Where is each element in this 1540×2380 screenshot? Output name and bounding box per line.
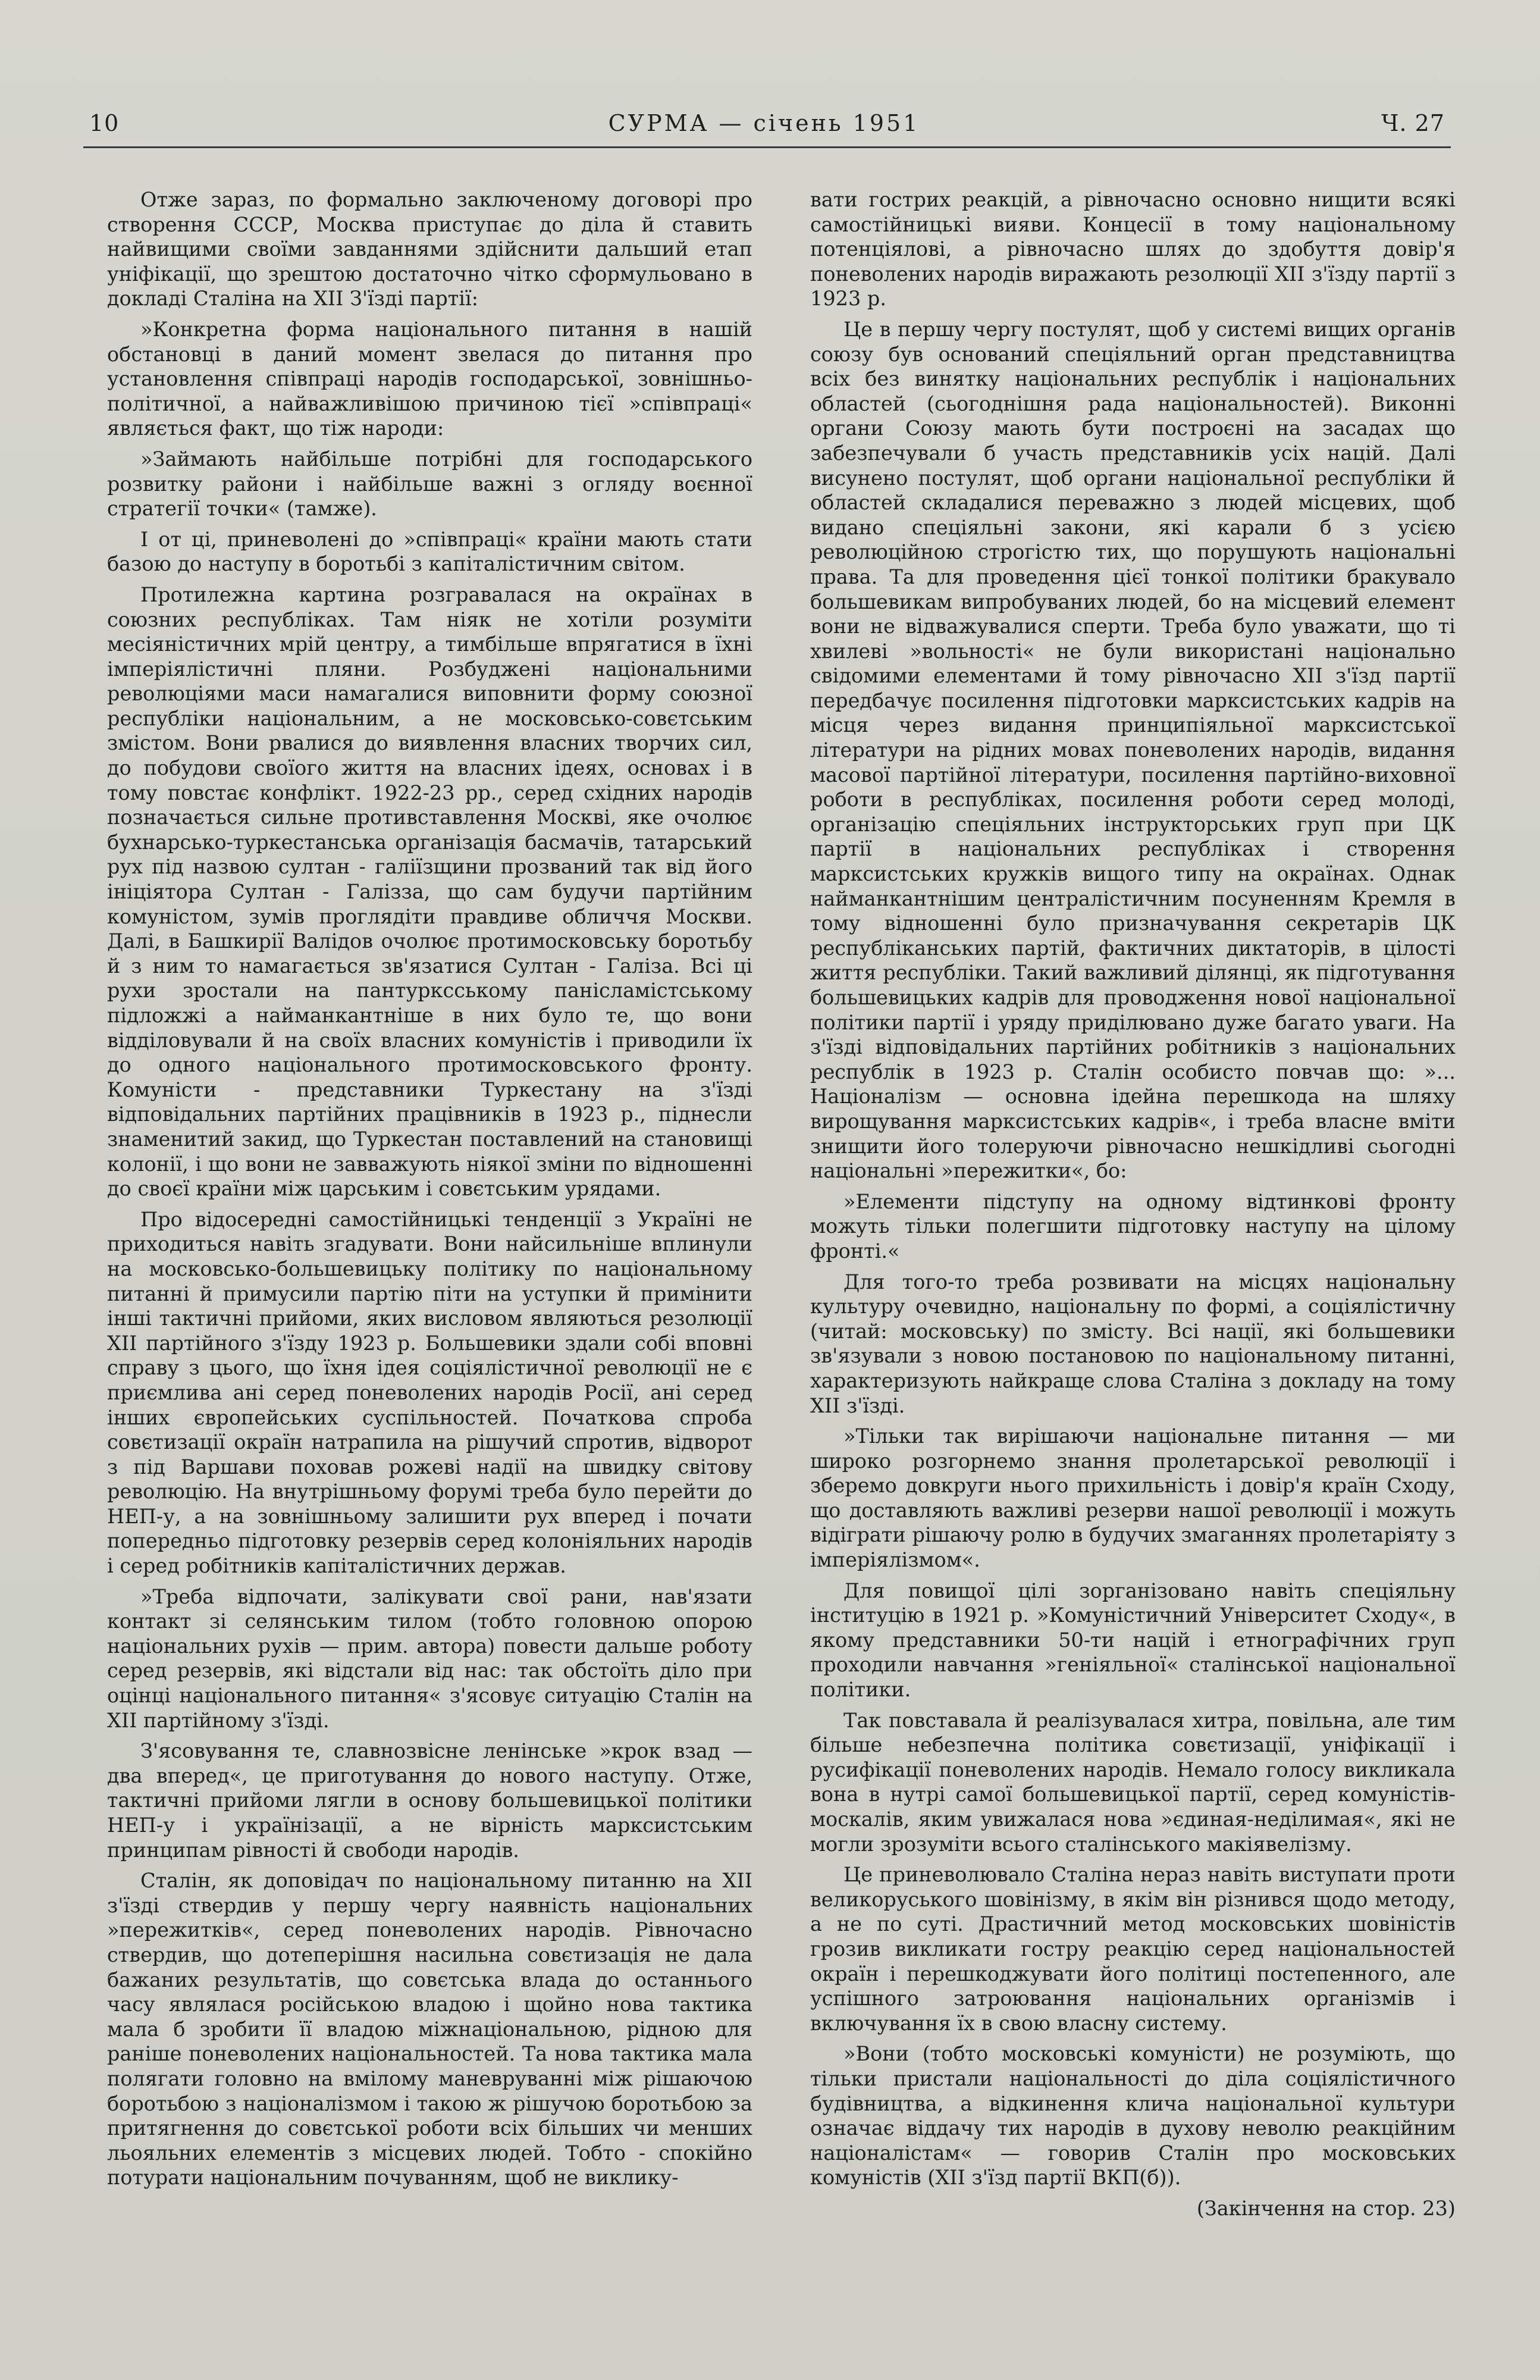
paragraph: Для повищої цілі зорганізовано навіть спеціяльну інституцію в 1921 р. »Комуністичний Університет Сходу«, в якому представники 50-ти націй і етнографічних груп проходили навчання »геніяльної« сталінської національної політики. <box>810 1579 1456 1702</box>
page-number: 10 <box>89 110 120 136</box>
paragraph: Це в першу чергу постулят, щоб у системі вищих органів союзу був оснований спеціяльний орган представництва всіх без винятку національних республік і національних областей (сьогоднішня рада національностей). Виконні органи Союзу мають бути построєні на засадах що забезпечували б участь представників усіх націй. Далі висунено постулят, щоб органи національної республіки й областей складалися переважно з людей місцевих, щоб видано спеціяльні закони, які карали б з усією революційною строгістю тих, що порушують національні права. Та для проведення цієї тонкої політики бракувало большевикам випробуваних людей, бо на місцевий елемент вони не відважувалися сперти. Треба було уважати, що ті хвилеві »вольності« не були використані національно свідомими елементами й тому рівночасно XII з'їзд партії передбачує посилення підготовки марксистських кадрів на місця через видання принципіяльної марксистської літератури на рідних мовах поневолених народів, видання масової партійної літератури, посилення партійно-виховної роботи в республіках, посилення роботи серед молоді, організацію спеціяльних інструкторських груп при ЦК партії в національних республіках і створення марксистських кружків вищого типу на окраїнах. Однак найманкантнішим централістичним посуненням Кремля в тому відношенні було призначування секретарів ЦК республіканських партій, фактичних диктаторів, в цілості життя республіки. Такий важливий ділянці, як підготування большевицьких кадрів для проводження нової національної політики партії і уряду приділювано дуже багато уваги. На з'їзді відповідальних партійних робітників з національних республік в 1923 р. Сталін особисто повчав що: »... Націоналізм — основна ідейна перешкода на шляху вирощування марксистських кадрів«, і треба власне вміти знищити його толеруючи рівночасно нешкідливі сьогодні національні »пережитки«, бо: <box>810 317 1456 1183</box>
left-column <box>107 187 752 2196</box>
paragraph: І от ці, приневолені до »співпраці« країни мають стати базою до наступу в боротьбі з капіталістичним світом. <box>107 527 752 576</box>
quote-paragraph: »Тільки так вирішаючи національне питання — ми широко розгорнемо знання пролетарської революції і зберемо довкруги нього прихильність і довір'я країн Сходу, що доставляють важливі резерви нашої революції і можуть відіграти рішаючу ролю в будучих змаганнях пролетаріяту з імперіялізмом«. <box>810 1424 1456 1572</box>
paragraph: Про відосередні самостійницькі тенденції з Україні не приходиться навіть згадувати. Вони найсильніше вплинули на московсько-большевицьку політику по національному питанні й примусили партію піти на уступки й примінити інші тактичні прийоми, яких висловом являються резолюції XII партійного з'їзду 1923 р. Большевики здали собі вповні справу з цього, що їхня ідея соціялістичної революції не є приємлива ані серед поневолених народів Росії, ані серед інших європейських суспільностей. Початкова спроба совєтизації окраїн натрапила на рішучий спротив, відворот з під Варшави поховав рожеві надії на швидку світову революцію. На внутрішньому форумі треба було перейти до НЕП-у, а на зовнішньому залишити рух вперед і почати попередньо підготовку резервів серед колоніяльних народів і серед робітників капіталістичних держав. <box>107 1207 752 1578</box>
page-header <box>83 110 1445 146</box>
header-rule <box>83 146 1451 148</box>
paragraph: Це приневолювало Сталіна нераз навіть виступати проти великоруського шовінізму, в якім він різнився щодо методу, а не по суті. Драстичний метод московських шовіністів грозив викликати гостру реакцію серед національностей окраїн і перешкоджувати його політиці постепенного, але успішного затроювання національних організмів і включування їх в свою власну систему. <box>810 1863 1456 2035</box>
paragraph: вати гострих реакцій, а рівночасно основно нищити всякі самостійницькі вияви. Концесії в тому національному потенціялові, а рівночасно шлях до здобуття довір'я поневолених народів виражають резолюції XII з'їзду партії з 1923 р. <box>810 188 1456 311</box>
quote-paragraph: »Конкретна форма національного питання в нашій обстановці в даний момент звелася до питання про установлення співпраці народів господарської, зовнішньо-політичної, а найважливішою причиною тієї »співпраці« являється факт, що тіж народи: <box>107 317 752 440</box>
paragraph: Так повставала й реалізувалася хитра, повільна, але тим більше небезпечна політика совєтизації, уніфікації і русифікації поневолених народів. Немало голосу викликала вона в нутрі самої большевицької партії, серед комуністів-москалів, яким увижалася нова »єдиная-неділимая«, які не могли зрозуміти всього сталінського макіявелізму. <box>810 1708 1456 1856</box>
quote-paragraph: »Займають найбільше потрібні для господарського розвитку райони і найбільше важні з огляду воєнної стратегії точки« (тамже). <box>107 447 752 521</box>
publication-title: СУРМА — січень 1951 <box>608 110 920 136</box>
quote-paragraph: »Елементи підступу на одному відтинкові фронту можуть тільки полегшити підготовку наступу на цілому фронті.« <box>810 1189 1456 1263</box>
paragraph: Сталін, як доповідач по національному питанню на XII з'їзді ствердив у першу чергу наявність національних »пережитків«, серед поневолених народів. Рівночасно ствердив, що дотеперішня насильна совєтизація не дала бажаних результатів, що совєтська влада до останнього часу являлася російською владою і щойно нова тактика мала б зробити її владою міжнаціональною, рідною для раніше поневолених національностей. Та нова тактика мала полягати головно на вмілому маневруванні між рішаючою боротьбою з націоналізмом і такою ж рішучою боротьбою за притягнення до совєтської роботи всіх більших чи менших льояльних елементів з місцевих людей. Тобто - спокійно потурати національним почуванням, щоб не виклику- <box>107 1869 752 2190</box>
quote-paragraph: »Треба відпочати, залікувати свої рани, нав'язати контакт зі селянським тилом (тобто головною опорою національних рухів — прим. автора) повести дальше роботу серед резервів, які відстали від нас: так обстоїть діло при оцінці національного питання« з'ясовує ситуацію Сталін на XII партійному з'їзді. <box>107 1584 752 1732</box>
paragraph: Для того-то треба розвивати на місцях національну культуру очевидно, національну по формі, а соціялістичну (читай: московську) по змісту. Всі нації, які большевики зв'язували з новою постановою по національному питанні, характеризують найкраще слова Сталіна з докладу на тому XII з'їзді. <box>810 1270 1456 1417</box>
paragraph: З'ясовування те, славнозвісне ленінське »крок взад — два вперед«, це приготування до нового наступу. Отже, тактичні прийоми лягли в основу большевицької політики НЕП-у і українізації, а не вірність марксистським принципам рівності й свободи народів. <box>107 1739 752 1862</box>
issue-number: Ч. 27 <box>1381 110 1445 136</box>
right-column <box>810 187 1456 2221</box>
paragraph: Отже зараз, по формально заключеному договорі про створення СССР, Москва приступає до діла й ставить найвищими своїми завданнями здійснити дальший етап уніфікації, що зрештою достаточно чітко сформульовано в докладі Сталіна на XII З'їзді партії: <box>107 188 752 311</box>
paragraph: Протилежна картина розгравалася на окраїнах в союзних республіках. Там ніяк не хотіли розуміти месіяністичних мрій центру, а тимбільше впрягатися в їхні імперіялістичні пляни. Розбуджені національними революціями маси намагалися виповнити форму союзної республіки національним, а не московсько-совєтським змістом. Вони рвалися до виявлення власних творчих сил, до побудови своїого життя на власних ідеях, основах і в тому повстає конфлікт. 1922-23 рр., серед східних народів позначається сильне противставлення Москві, яке очолює бухнарсько-туркестанська організація басмачів, татарський рух під назвою султан - галіїзщини прозваний так від його ініціятора Султан - Галізза, що сам будучи партійним комуністом, зумів проглядіти правдиве обличчя Москви. Далі, в Башкирії Валідов очолює протимосковську боротьбу й з ним то намагається зв'язатися Султан - Галіза. Всі ці рухи зростали на пантурксському панісламістському підложжі а найманкантніше в них було те, що вони відділовували й на своїх власних комуністів і приводили їх до одного національного протимосковського фронту. Комуністи - представники Туркестану на з'їзді відповідальних партійних працівників в 1923 р., піднесли знаменитий закид, що Туркестан поставлений на становищі колонії, і що вони не завважують ніякої зміни по відношенні до своєї країни між царським і совєтським урядами. <box>107 583 752 1201</box>
quote-paragraph: »Вони (тобто московські комуністи) не розуміють, що тільки пристали національності до діла соціялістичного будівництва, а відкинення клича національної культури означає віддачу тих народів в духову неволю реакційним націоналістам« — говорив Сталін про московських комуністів (XII з'їзд партії ВКП(б)). <box>810 2042 1456 2190</box>
continuation-note: (Закінчення на стор. 23) <box>1196 2196 1456 2220</box>
